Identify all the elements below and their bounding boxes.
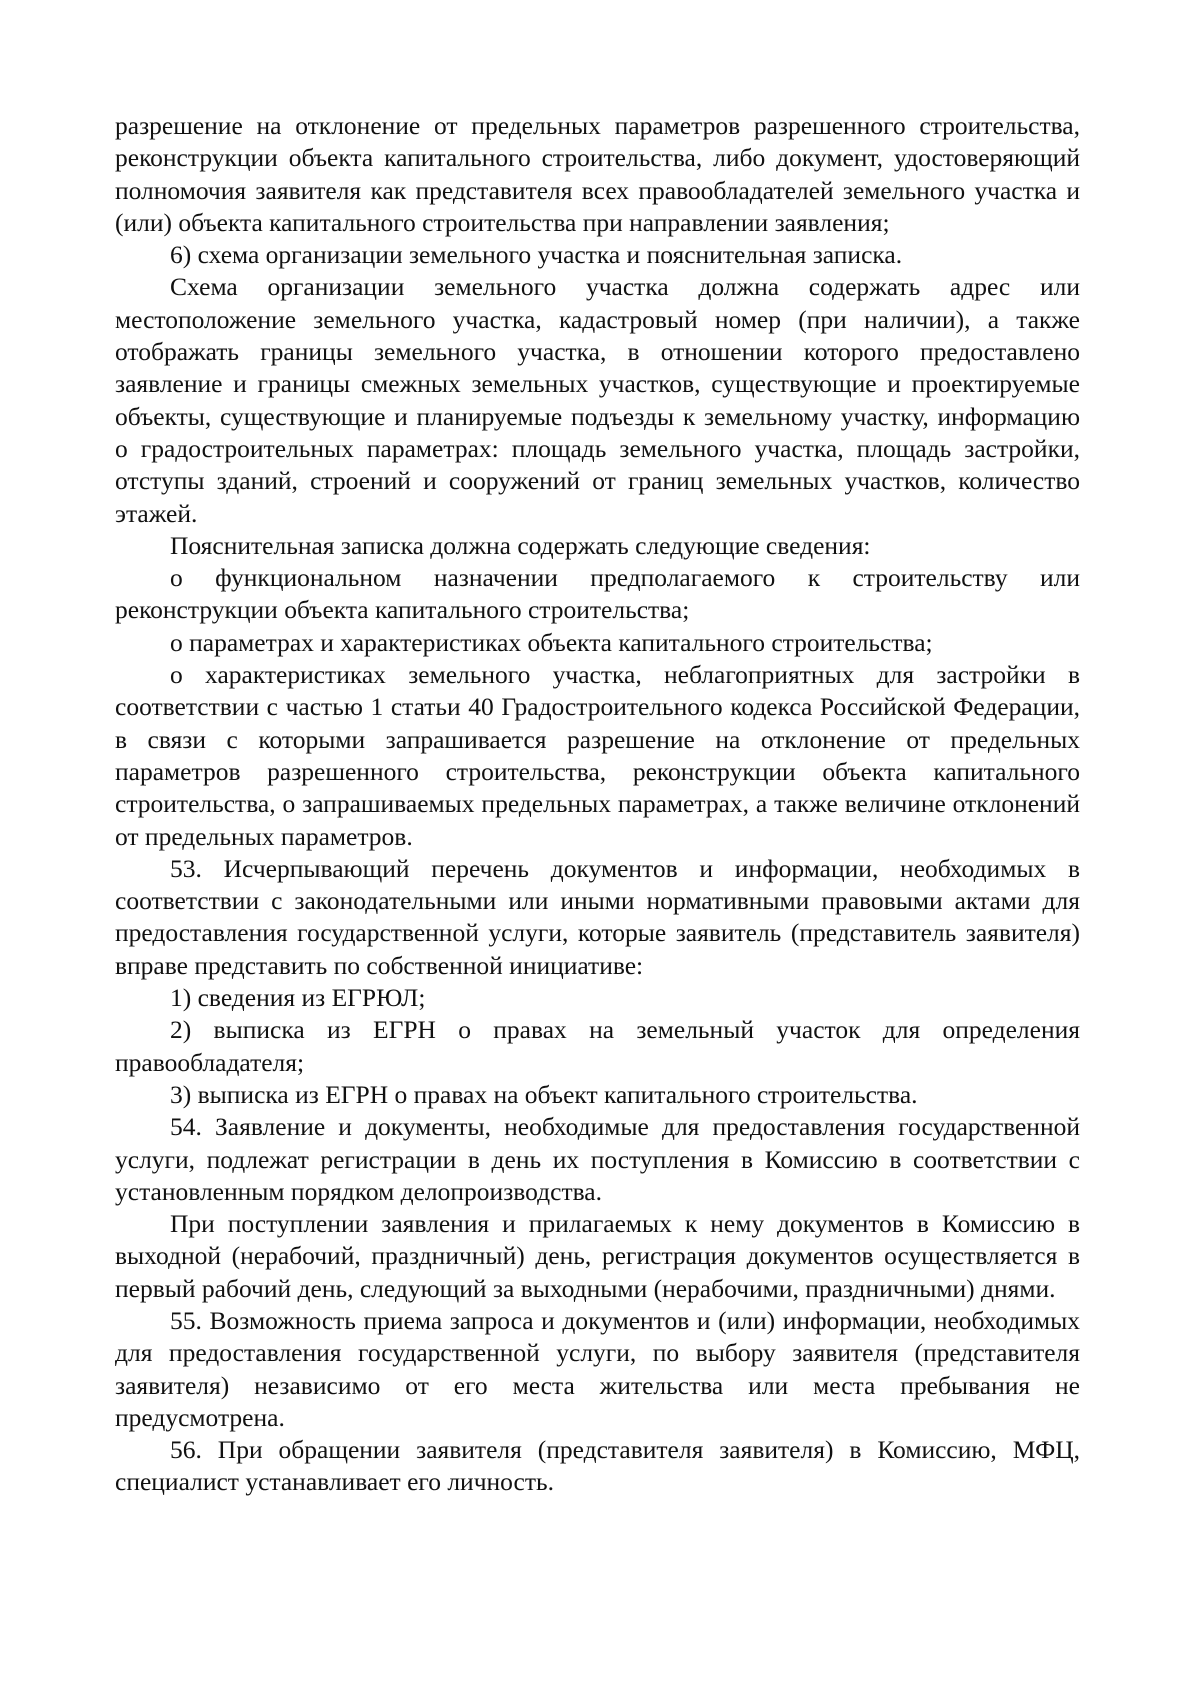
paragraph-clause-55: 55. Возможность приема запроса и документов и (или) информации, необходимых для предоставления государственной услуги, по выбору заявителя (представителя заявителя) независимо от его места жительства или места пребывания не предусмотрена.: [115, 1305, 1080, 1432]
paragraph-note-purpose: о функциональном назначении предполагаемого к строительству или реконструкции объекта капитального строительства;: [115, 563, 1080, 625]
paragraph-clause-53-item-3: 3) выписка из ЕГРН о правах на объект капитального строительства.: [170, 1079, 918, 1109]
paragraph-clause-56: 56. При обращении заявителя (представителя заявителя) в Комиссию, МФЦ, специалист устанавливает его личность.: [115, 1435, 1080, 1497]
paragraph-clause-54-holidays: При поступлении заявления и прилагаемых к нему документов в Комиссию в выходной (нерабочий, праздничный) день, регистрация документов осуществляется в первый рабочий день, следующий за выходными (нерабочими, праздничными) днями.: [115, 1209, 1080, 1303]
paragraph-note-land-characteristics: о характеристиках земельного участка, неблагоприятных для застройки в соответствии с частью 1 статьи 40 Градостроительного кодекса Российской Федерации, в связи с которыми запрашивается разрешение на отклонение от предельных параметров разрешенного строительства, реконструкции объекта капитального строительства, о запрашиваемых предельных параметрах, а также величине отклонений от предельных параметров.: [115, 660, 1080, 851]
paragraph-clause-53-item-1: 1) сведения из ЕГРЮЛ;: [170, 983, 426, 1013]
paragraph-note-parameters: о параметрах и характеристиках объекта капитального строительства;: [170, 627, 933, 657]
paragraph-item-6: 6) схема организации земельного участка и пояснительная записка.: [170, 240, 903, 270]
paragraph-note-intro: Пояснительная записка должна содержать следующие сведения:: [170, 530, 871, 560]
paragraph-clause-53: 53. Исчерпывающий перечень документов и информации, необходимых в соответствии с законодательными или иными нормативными правовыми актами для предоставления государственной услуги, которые заявитель (представитель заявителя) вправе представить по собственной инициативе:: [115, 853, 1080, 980]
paragraph-continuation: разрешение на отклонение от предельных параметров разрешенного строительства, реконструкции объекта капитального строительства, либо документ, удостоверяющий полномочия заявителя как представителя всех правообладателей земельного участка и (или) объекта капитального строительства при направлении заявления;: [115, 111, 1080, 237]
paragraph-clause-54: 54. Заявление и документы, необходимые для предоставления государственной услуги, подлежат регистрации в день их поступления в Комиссию в соответствии с установленным порядком делопроизводства.: [115, 1112, 1080, 1206]
paragraph-site-scheme: Схема организации земельного участка должна содержать адрес или местоположение земельного участка, кадастровый номер (при наличии), а также отображать границы земельного участка, в отношении которого предоставлено заявление и границы смежных земельных участков, существующие и проектируемые объекты, существующие и планируемые подъезды к земельному участку, информацию о градостроительных параметрах: площадь земельного участка, площадь застройки, отступы зданий, строений и сооружений от границ земельных участков, количество этажей.: [115, 272, 1080, 528]
paragraph-clause-53-item-2: 2) выписка из ЕГРН о правах на земельный участок для определения правообладателя;: [115, 1015, 1080, 1077]
document-page: [115, 110, 1080, 1499]
